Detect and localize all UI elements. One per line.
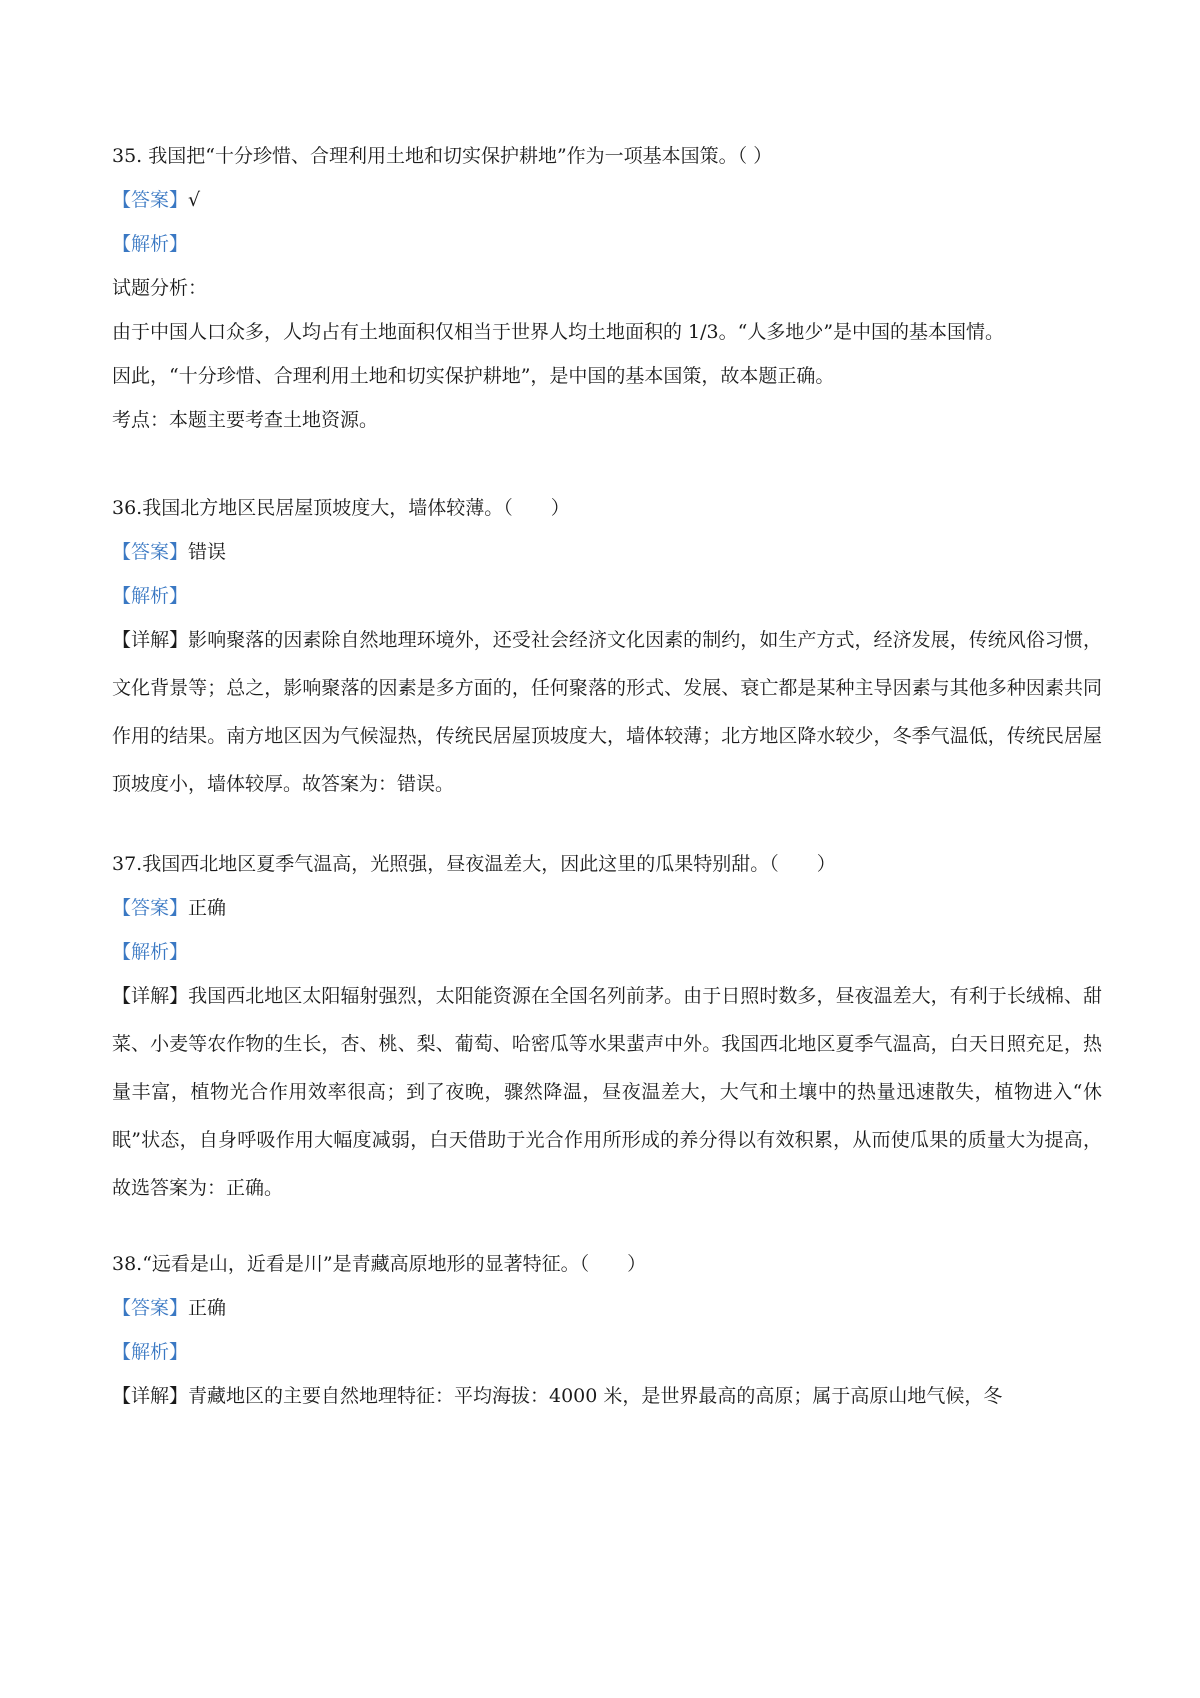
answer-tag: 【答案】 — [112, 189, 189, 211]
answer-tag: 【答案】 — [112, 897, 189, 919]
analysis-tag: 【解析】 — [112, 941, 189, 963]
question-37-answer — [112, 894, 226, 923]
question-38-answer — [112, 1294, 226, 1323]
question-36-answer — [112, 538, 226, 567]
analysis-tag: 【解析】 — [112, 585, 189, 607]
question-35-analysis-label — [112, 230, 188, 259]
question-35-analysis-line: 由于中国人口众多，人均占有土地面积仅相当于世界人均土地面积的 1/3。“人多地少”是中国的基本国情。 — [112, 321, 1005, 343]
question-35-analysis-line: 考点：本题主要考查土地资源。 — [112, 409, 379, 431]
question-38-analysis-label — [112, 1338, 188, 1367]
question-35-answer — [112, 186, 200, 215]
question-38-detail: 【详解】青藏地区的主要自然地理特征：平均海拔：4000 米，是世界最高的高原；属于高原山地气候，冬 — [112, 1385, 1003, 1407]
question-35-analysis-line: 因此，“十分珍惜、合理利用土地和切实保护耕地”，是中国的基本国策，故本题正确。 — [112, 365, 835, 387]
question-38-stem: 38.“远看是山，近看是川”是青藏高原地形的显著特征。（ ） — [112, 1253, 647, 1275]
question-37-analysis-label — [112, 938, 188, 967]
answer-value: √ — [188, 189, 201, 211]
answer-value: 正确 — [188, 1297, 227, 1319]
answer-tag: 【答案】 — [112, 1297, 189, 1319]
question-36-analysis-label — [112, 582, 188, 611]
question-37-detail: 【详解】我国西北地区太阳辐射强烈，太阳能资源在全国名列前茅。由于日照时数多，昼夜温差大，有利于长绒棉、甜菜、小麦等农作物的生长，杏、桃、梨、葡萄、哈密瓜等水果蜚声中外。我国西北地区夏季气温高，白天日照充足，热量丰富，植物光合作用效率很高；到了夜晚，骤然降温，昼夜温差大，大气和土壤中的热量迅速散失，植物进入“休眠”状态，自身呼吸作用大幅度减弱，白天借助于光合作用所形成的养分得以有效积累，从而使瓜果的质量大为提高，故选答案为：正确。 — [112, 985, 1102, 1199]
analysis-tag: 【解析】 — [112, 1341, 189, 1363]
answer-value: 错误 — [188, 541, 227, 563]
question-36-detail: 【详解】影响聚落的因素除自然地理环境外，还受社会经济文化因素的制约，如生产方式，经济发展，传统风俗习惯，文化背景等；总之，影响聚落的因素是多方面的，任何聚落的形式、发展、衰亡都是某种主导因素与其他多种因素共同作用的结果。南方地区因为气候湿热，传统民居屋顶坡度大，墙体较薄；北方地区降水较少，冬季气温低，传统民居屋顶坡度小，墙体较厚。故答案为：错误。 — [112, 629, 1102, 795]
question-35-stem: 35. 我国把“十分珍惜、合理利用土地和切实保护耕地”作为一项基本国策。（ ） — [112, 145, 773, 167]
analysis-tag: 【解析】 — [112, 233, 189, 255]
answer-value: 正确 — [188, 897, 227, 919]
question-35-analysis-line: 试题分析： — [112, 277, 208, 299]
answer-tag: 【答案】 — [112, 541, 189, 563]
question-36-stem: 36.我国北方地区民居屋顶坡度大，墙体较薄。（ ） — [112, 497, 570, 519]
question-37-stem: 37.我国西北地区夏季气温高，光照强，昼夜温差大，因此这里的瓜果特别甜。（ ） — [112, 853, 836, 875]
